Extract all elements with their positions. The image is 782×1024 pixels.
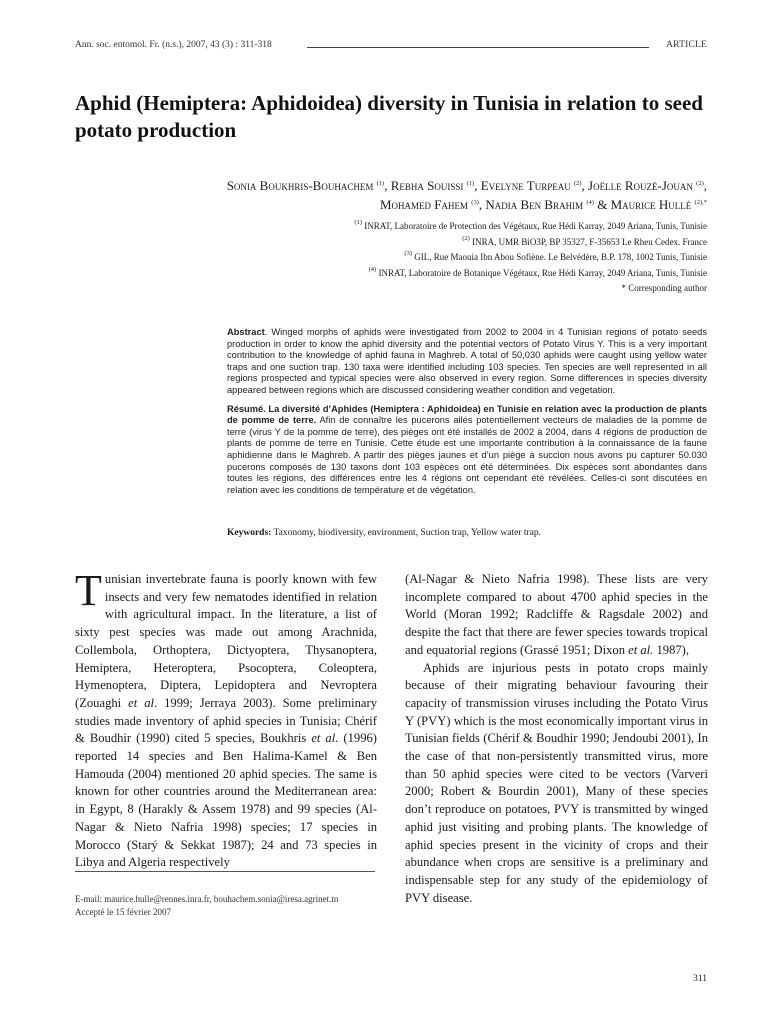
affiliation: $^{(2)}$ INRA, UMR BiO3P, BP 35327, F-35653 Le Rheu Cedex. France xyxy=(462,234,707,247)
header-rule xyxy=(307,47,649,48)
author-name: Sonia Boukhris-Bouhachem xyxy=(226,178,374,193)
author-affil-ref: (2) xyxy=(696,180,704,187)
drop-cap: T xyxy=(75,566,102,615)
affiliation: $^{(1)}$ INRAT, Laboratoire de Protection des Végétaux, Rue Hédi Karray, 2049 Ariana, Tunis, Tunisie xyxy=(354,219,707,231)
author-name: Evelyne Turpeau xyxy=(480,178,571,193)
page-number: 311 xyxy=(693,974,707,984)
author-affil-ref: (1) xyxy=(376,180,385,187)
corresponding-author-note: * Corresponding author xyxy=(621,283,707,293)
abstract-french: Résumé. La diversité d’Aphides (Hemiptera : Aphidoidea) en Tunisie en relation avec la production de plants de pomme de terre. Afin de connaître les pucerons ailés potentiellement vecteurs de maladies de la pomme de terre (virus Y de la pomme de terre), des pièges ont été installés de 2002 à 2004, dans 4 régions de production de plants de pomme de terre en Tunisie. Cette étude est une importante contribution à la connaissance de la faune aphidienne dans le Maghreb. A partir des pièges jaunes et d’un piège à succion nous avons pu capturer 50.030 pucerons composés de 130 taxons dont 103 espèces ont été déterminées. Dix espèces sont abondantes dans toutes les régions, des différences entre les 4 régions ont cependant été révélées. Celles-ci sont discutées en relation avec les conditions de température et de végétation. xyxy=(227,403,707,495)
affiliation: $^{(4)}$ INRAT, Laboratoire de Botanique Végétaux, Rue Hédi Karray, 2049 Ariana, Tunis, Tunisie xyxy=(368,265,707,278)
author-name: Joëlle Rouzé-Jouan xyxy=(588,178,693,193)
paper-title: Aphid (Hemiptera: Aphidoidea) diversity in Tunisia in relation to seed potato production xyxy=(75,91,703,142)
journal-citation: Ann. soc. entomol. Fr. (n.s.), 2007, 43 (3) : 311-318 xyxy=(75,40,272,50)
body-paragraph: Aphids are injurious pests in potato crops mainly because of their migrating behaviour favouring their capacity of transmission viruses including the Potato Virus Y (PVY) which is the most economically important virus in Tunisian fields (Chérif & Boudhir 1990; Jendoubi 2001), In the case of that non-persistently transmitted virus, more than 50 aphid species were cited to be vectors (Varveri 2000; Robert & Bourdin 2001), Many of these species don’t reproduce on potatoes, PVY is transmitted by winged aphid just visiting and probing plants. The knowledge of aphid species present in the vicinity of crops and their abundance when crops are sensitive is a preliminary and indispensable step for any study of the epidemiology of PVY disease. xyxy=(405,660,708,905)
abstract-english: Abstract. Winged morphs of aphids were investigated from 2002 to 2004 in 4 Tunisian regions of potato seeds production in order to know the aphid diversity and the potential vectors of Potato Virus Y. This is a very important contribution to the knowledge of aphid fauna in Maghreb. A total of 50,030 aphids were caught using yellow water traps and one suction trap. 130 taxa were identified including 103 species. Ten species are well represented in all regions prospected and typical species were also observed in every region. Some differences in species diversity appeared between regions which are discussed considering weather condition and vegetation. xyxy=(227,327,707,395)
abstract-block xyxy=(227,327,707,503)
affiliation: $^{(3)}$ GIL, Rue Maouia Ibn Abou Sofiène. Le Belvédère, B.P. 178, 1002 Tunis, Tunisie xyxy=(404,250,707,262)
author-affil-ref: (4) xyxy=(586,199,594,206)
section-label: ARTICLE xyxy=(666,40,707,50)
footnote xyxy=(75,893,385,919)
author-affil-ref: (2) xyxy=(573,180,582,187)
author-name: Rebha Souissi xyxy=(390,178,464,193)
author-affil-ref: (1) xyxy=(466,180,475,187)
contact-email: E-mail: maurice.hulle@rennes.inra.fr, bouhachem.sonia@iresa.agrinet.tn xyxy=(75,894,339,904)
body-paragraph: Tunisian invertebrate fauna is poorly known with few insects and very few nematodes identified in relation with agricultural impact. In the literature, a list of sixty pest species was made out among Arachnida, Collembola, Orthoptera, Dictyoptera, Thysanoptera, Hemiptera, Heteroptera, Psocoptera, Coleoptera, Hymenoptera, Diptera, Lepidoptera and Nevroptera (Zouaghi et al. 1999; Jerraya 2003). Some preliminary studies made inventory of aphid species in Tunisia; Chérif & Boudhir (1990) cited 5 species, Boukhris et al. (1996) reported 14 species and Ben Halima-Kamel & Ben Hamouda (2004) mentioned 20 aphid species. The same is known for other countries around the Mediterranean area: in Egypt, 8 (Harakly & Assem 1978) and 99 species (Al-Nagar & Nieto Nafria 1998) species; 17 species in Morocco (Starý & Sekkat 1987); 24 and 73 species in Libya and Algeria respectively xyxy=(75,566,377,870)
author-name: Maurice Hullé xyxy=(610,197,692,212)
author-name: Nadia Ben Brahim xyxy=(485,197,584,212)
author-list: Sonia Boukhris-Bouhachem $^{(1)}$, Rebha Souissi $^{(1)}$, Evelyne Turpeau $^{(2)}$, Joëlle Rouzé-Jouan $^{(2)}$, Mohamed Fahem $^{(3)}$, Nadia Ben Brahim $^{(4)}$ & Maurice Hullé $^{(2),*}$ xyxy=(226,178,707,212)
running-header xyxy=(75,40,707,54)
author-name: Mohamed Fahem xyxy=(379,197,469,212)
author-affil-ref: (2),* xyxy=(694,199,707,206)
accepted-date: Accepté le 15 février 2007 xyxy=(75,907,171,917)
keywords: Keywords: Taxonomy, biodiversity, environment, Suction trap, Yellow water trap. xyxy=(227,528,542,538)
affiliation-list xyxy=(75,219,707,297)
body-paragraph: (Al-Nagar & Nieto Nafria 1998). These lists are very incomplete compared to about 4700 aphid species in the World (Moran 1992; Radcliffe & Ragsdale 2002) and despite the fact that there are fewer species towards tropical and equatorial regions (Grassé 1951; Dixon et al. 1987), xyxy=(405,572,708,657)
body-column-right xyxy=(405,571,708,907)
footnote-rule xyxy=(75,871,375,872)
body-column-left xyxy=(75,566,377,872)
author-affil-ref: (3) xyxy=(471,199,479,206)
